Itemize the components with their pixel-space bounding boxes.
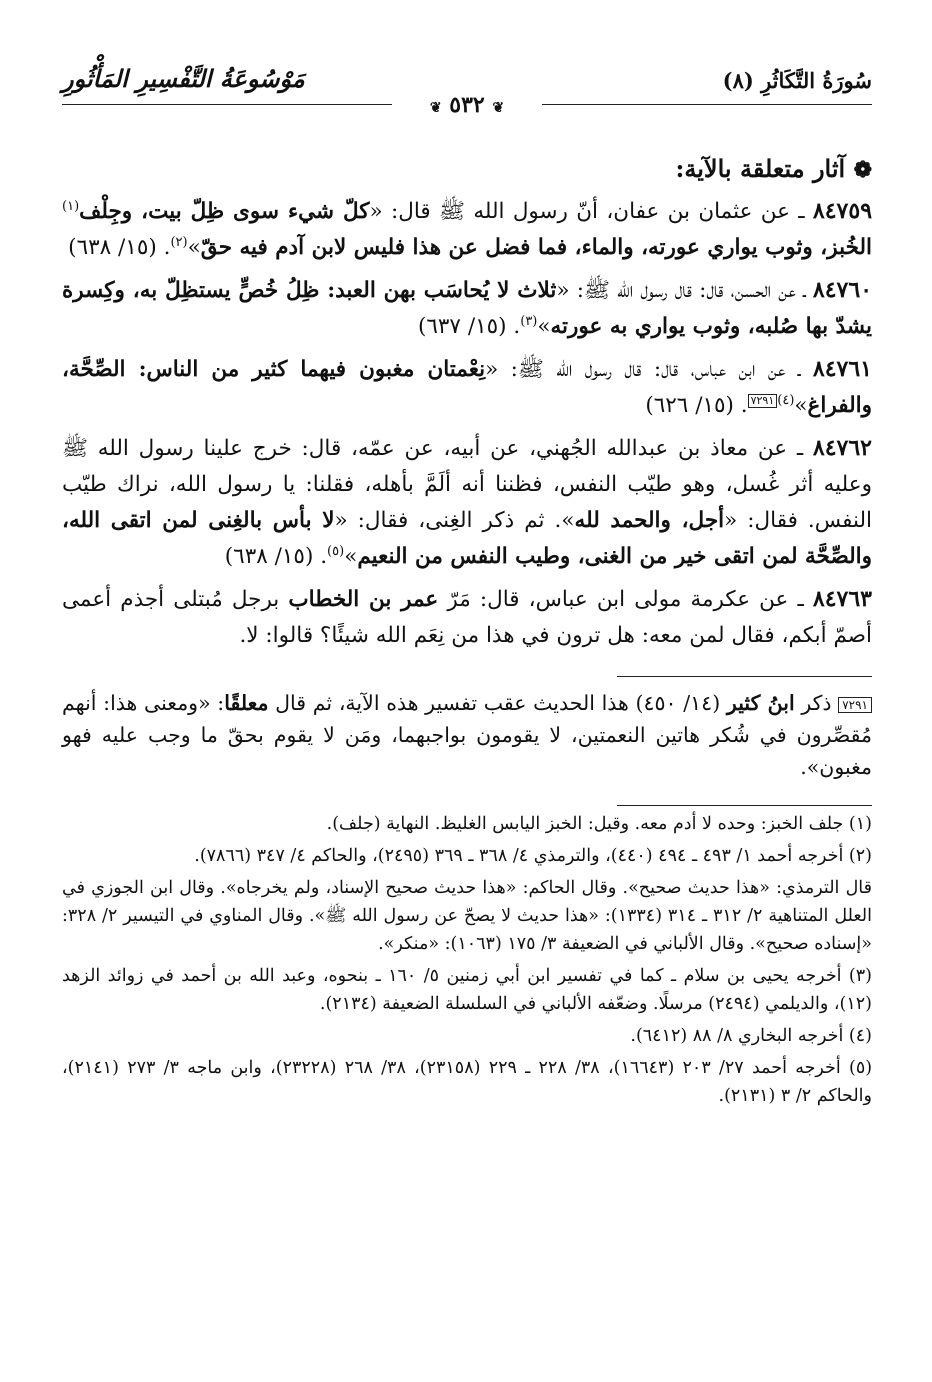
footnote-marker: (٥) [327, 543, 345, 559]
footnote-marker: (٢) [170, 234, 188, 250]
hadith-entry: ٨٤٧٦١ ـ عن ابن عباس، قال: قال رسول الله ﷺ: «نِعْمتان مغبون فيهما كثير من الناس: الصِّحَّة، والفراغ»$^{(٤)}$٧٢٩١. (١٥/ ٦٢٦) [62, 356, 872, 418]
hadith-entry: ٨٤٧٥٩ ـ عن عثمان بن عفان، أنّ رسول الله ﷺ قال: «كلّ شيء سوى ظِلّ بيت، وجِلْف$^{(١)}$ الخُبز، وثوب يواري عورته، والماء، فما فضل عن هذا فليس لابن آدم فيه حقّ»$^{(٢)}$. (١٥/ ٦٣٨) [62, 198, 873, 260]
footnote: (١) جلف الخبز: وحده لا أدم معه. وقيل: الخبز اليابس الغليظ. النهاية (جلف). [326, 814, 872, 834]
volume-reference: . (١٥/ ٦٣٧) [417, 314, 521, 339]
hadith-entry: ٨٤٧٦٢ ـ عن معاذ بن عبدالله الجُهني، عن أبيه، عن عمّه، قال: خرج علينا رسول الله ﷺ وعليه أثر غُسل، وهو طيّب النفس، فظننا أنه ألَمَّ بأهله، فقلنا: يا رسول الله، نراك طيّب النفس. فقال: «أجل، والحمد لله». ثم ذكر الغِنى، فقال: «لا بأس بالغِنى لمن اتقى الله، والصِّحَّة لمن اتقى خير من الغنى، وطيب النفس من النعيم»$^{(٥)}$. (١٥/ ٦٣٨) [62, 435, 872, 569]
footnote: (٢) أخرجه أحمد ١/ ٤٩٣ ـ ٤٩٤ (٤٤٠)، والترمذي ٤/ ٣٦٨ ـ ٣٦٩ (٢٤٩٥)، والحاكم ٤/ ٣٤٧ (٧٨٦٦). [194, 846, 872, 866]
book-title: مَوْسُوعَةُ التَّفْسِيرِ المَأْثُورِ [62, 64, 305, 93]
ornament-icon: ❦ [492, 100, 505, 116]
footnote: (٣) أخرجه يحيى بن سلام ـ كما في تفسير ابن أبي زمنين ٥/ ١٦٠ ـ بنحوه، وعبد الله بن أحمد في زوائد الزهد (١٢)، والديلمي (٢٤٩٤) مرسلًا. وضعّفه الألباني في السلسلة الضعيفة (٢١٣٤). [62, 966, 872, 1014]
text-body [62, 193, 872, 654]
page-number: ❦ ٥٣٢ ❦ [418, 92, 516, 118]
footnote-marker: (١) [62, 198, 80, 214]
hadith-entry: ٨٤٧٦٠ ـ عن الحسن، قال: قال رسول الله ﷺ: «ثلاث لا يُحاسَب بهن العبد: ظِلُ خُصٍّ يستظِلّ به، وكِسرة يشدّ بها صُلبه، وثوب يواري به عورته»$^{(٣)}$. (١٥/ ٦٣٧) [62, 277, 873, 339]
footnote: (٥) أخرجه أحمد ٢٧/ ٢٠٣ (١٦٦٤٣)، ٣٨/ ٢٢٨ ـ ٢٢٩ (٢٣١٥٨)، ٣٨/ ٢٦٨ (٢٣٢٢٨)، وابن ماجه ٣/ ٢٧٣ (٢١٤١)، والحاكم ٢/ ٣ (٢١٣١). [62, 1058, 873, 1106]
header-rule-right [542, 104, 872, 105]
entry-number: ٨٤٧٦٢ [812, 435, 872, 461]
volume-reference: . (١٥/ ٦٣٨) [68, 235, 171, 260]
footnote-marker: (٣) [520, 313, 538, 329]
entry-number: ٨٤٧٦١ [812, 356, 872, 382]
surah-label: سُورَةُ التَّكَاثُرِ (٨) [722, 68, 872, 93]
footnote: (٤) أخرجه البخاري ٨/ ٨٨ (٦٤١٢). [630, 1026, 872, 1046]
commentary-number-box: ٧٢٩١ [838, 697, 872, 713]
hadith-entry: ٨٤٧٦٣ ـ عن عكرمة مولى ابن عباس، قال: مَرّ عمر بن الخطاب برجل مُبتلى أجذم أعمى أصمّ أبكم، فقال لمن معه: هل ترون في هذا من نِعَم الله شيئًا؟ قالوا: لا. [62, 586, 872, 648]
page-header [62, 60, 872, 118]
section-title: ❁ آثار متعلقة بالآية: [675, 154, 872, 183]
footnote-marker: (٤) [777, 392, 795, 408]
ornament-icon: ❦ [429, 100, 442, 116]
commentary-note: ٧٢٩١ ذكر ابنُ كثير (١٤/ ٤٥٠) هذا الحديث عقب تفسير هذه الآية، ثم قال معلقًا: «ومعنى هذا: أنهم مُقصِّرون في شُكر هاتين النعمتين، لا يقومون بواجبهما، ومَن لا يقوم بحقّ ما وجب عليه فهو مغبون». [62, 691, 872, 779]
header-rule-left [62, 104, 392, 105]
flower-icon: ❁ [853, 157, 872, 183]
book-page [62, 60, 872, 1110]
commentary-divider [617, 676, 872, 677]
entry-number: ٨٤٧٦٠ [812, 277, 873, 303]
commentary-ref-box: ٧٢٩١ [748, 394, 778, 408]
footnotes-divider [617, 805, 872, 806]
volume-reference: . (١٥/ ٦٣٨) [224, 544, 328, 569]
volume-reference: . (١٥/ ٦٢٦) [645, 393, 748, 418]
footnote: قال الترمذي: «هذا حديث صحيح». وقال الحاكم: «هذا حديث صحيح الإسناد، ولم يخرجاه». وقال ابن الجوزي في العلل المتناهية ٢/ ٣١٢ ـ ٣١٤ (١٣٣٤): «هذا حديث لا يصحّ عن رسول الله ﷺ». وقال المناوي في التيسير ٢/ ٣٢٨: «إسناده صحيح». وقال الألباني في الضعيفة ٣/ ١٧٥ (١٠٦٣): «منكر». [62, 878, 872, 954]
footnotes [62, 810, 872, 1110]
entry-number: ٨٤٧٥٩ [812, 198, 873, 224]
entry-number: ٨٤٧٦٣ [812, 586, 872, 612]
